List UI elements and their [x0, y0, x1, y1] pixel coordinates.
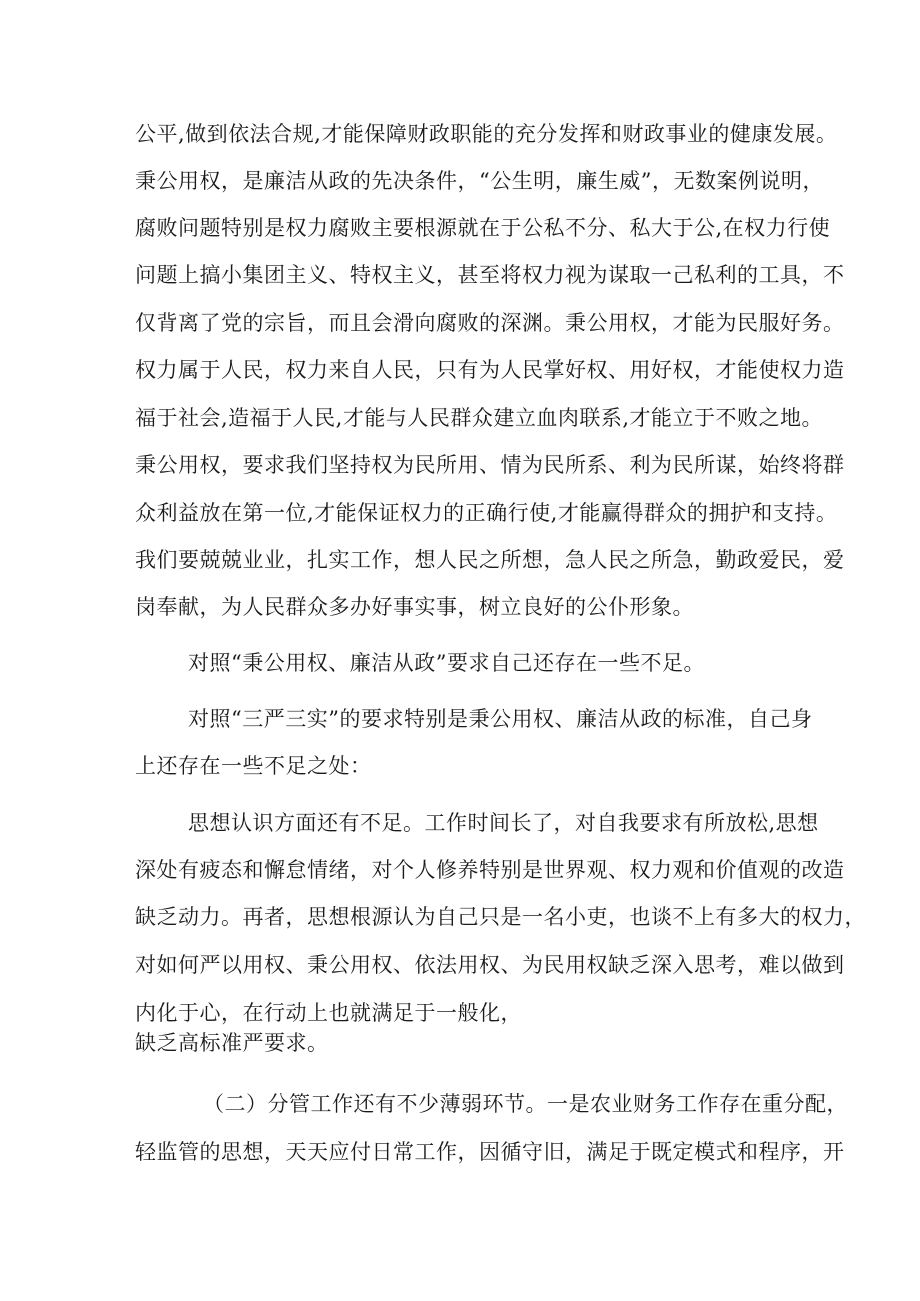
paragraph-heading: 对照“秉公用权、廉洁从政”要求自己还存在一些不足。: [188, 651, 705, 675]
text-line: 我们要兢兢业业，扎实工作，想人民之所想，急人民之所急，勤政爱民，爱: [135, 548, 845, 572]
text-line: 内化于心，在行动上也就满足于一般化，: [135, 1001, 522, 1025]
text-line: 秉公用权，要求我们坚持权为民所用、情为民所系、利为民所谋，始终将群: [135, 453, 845, 477]
text-line: 公平,做到依法合规,才能保障财政职能的充分发挥和财政事业的健康发展。: [135, 122, 838, 146]
text-line: 轻监管的思想，天天应付日常工作，因循守旧，满足于既定模式和程序，开: [135, 1140, 845, 1164]
text-line: 上还存在一些不足之处：: [135, 754, 372, 778]
section-heading-line: （二）分管工作还有不少薄弱环节。一是农业财务工作存在重分配，: [203, 1092, 848, 1116]
text-line: 对照“三严三实”的要求特别是秉公用权、廉洁从政的标准，自己身: [188, 707, 813, 731]
text-line: 岗奉献，为人民群众多办好事实事，树立良好的公仆形象。: [135, 595, 694, 619]
text-line: 权力属于人民，权力来自人民，只有为人民掌好权、用好权，才能使权力造: [135, 358, 845, 382]
text-line: 对如何严以用权、秉公用权、依法用权、为民用权缺乏深入思考，难以做到: [135, 953, 845, 977]
text-line: 深处有疲态和懈怠情绪，对个人修养特别是世界观、权力观和价值观的改造: [135, 858, 845, 882]
text-line: 腐败问题特别是权力腐败主要根源就在于公私不分、私大于公,在权力行使: [135, 216, 831, 240]
text-line: 众利益放在第一位,才能保证权力的正确行使,才能赢得群众的拥护和支持。: [135, 501, 838, 525]
text-line: 福于社会,造福于人民,才能与人民群众建立血肉联系,才能立于不败之地。: [135, 406, 824, 430]
text-line: 缺乏动力。再者，思想根源认为自己只是一名小吏，也谈不上有多大的权力，: [135, 905, 866, 929]
text-line: 仅背离了党的宗旨，而且会滑向腐败的深渊。秉公用权，才能为民服好务。: [135, 311, 845, 335]
text-line: 秉公用权，是廉洁从政的先决条件，“公生明，廉生威”，无数案例说明，: [135, 169, 824, 193]
text-line: 缺乏高标准严要求。: [135, 1031, 329, 1055]
text-line: 思想认识方面还有不足。工作时间长了，对自我要求有所放松,思想: [188, 811, 819, 835]
text-line: 问题上搞小集团主义、特权主义，甚至将权力视为谋取一己私利的工具，不: [135, 263, 845, 287]
